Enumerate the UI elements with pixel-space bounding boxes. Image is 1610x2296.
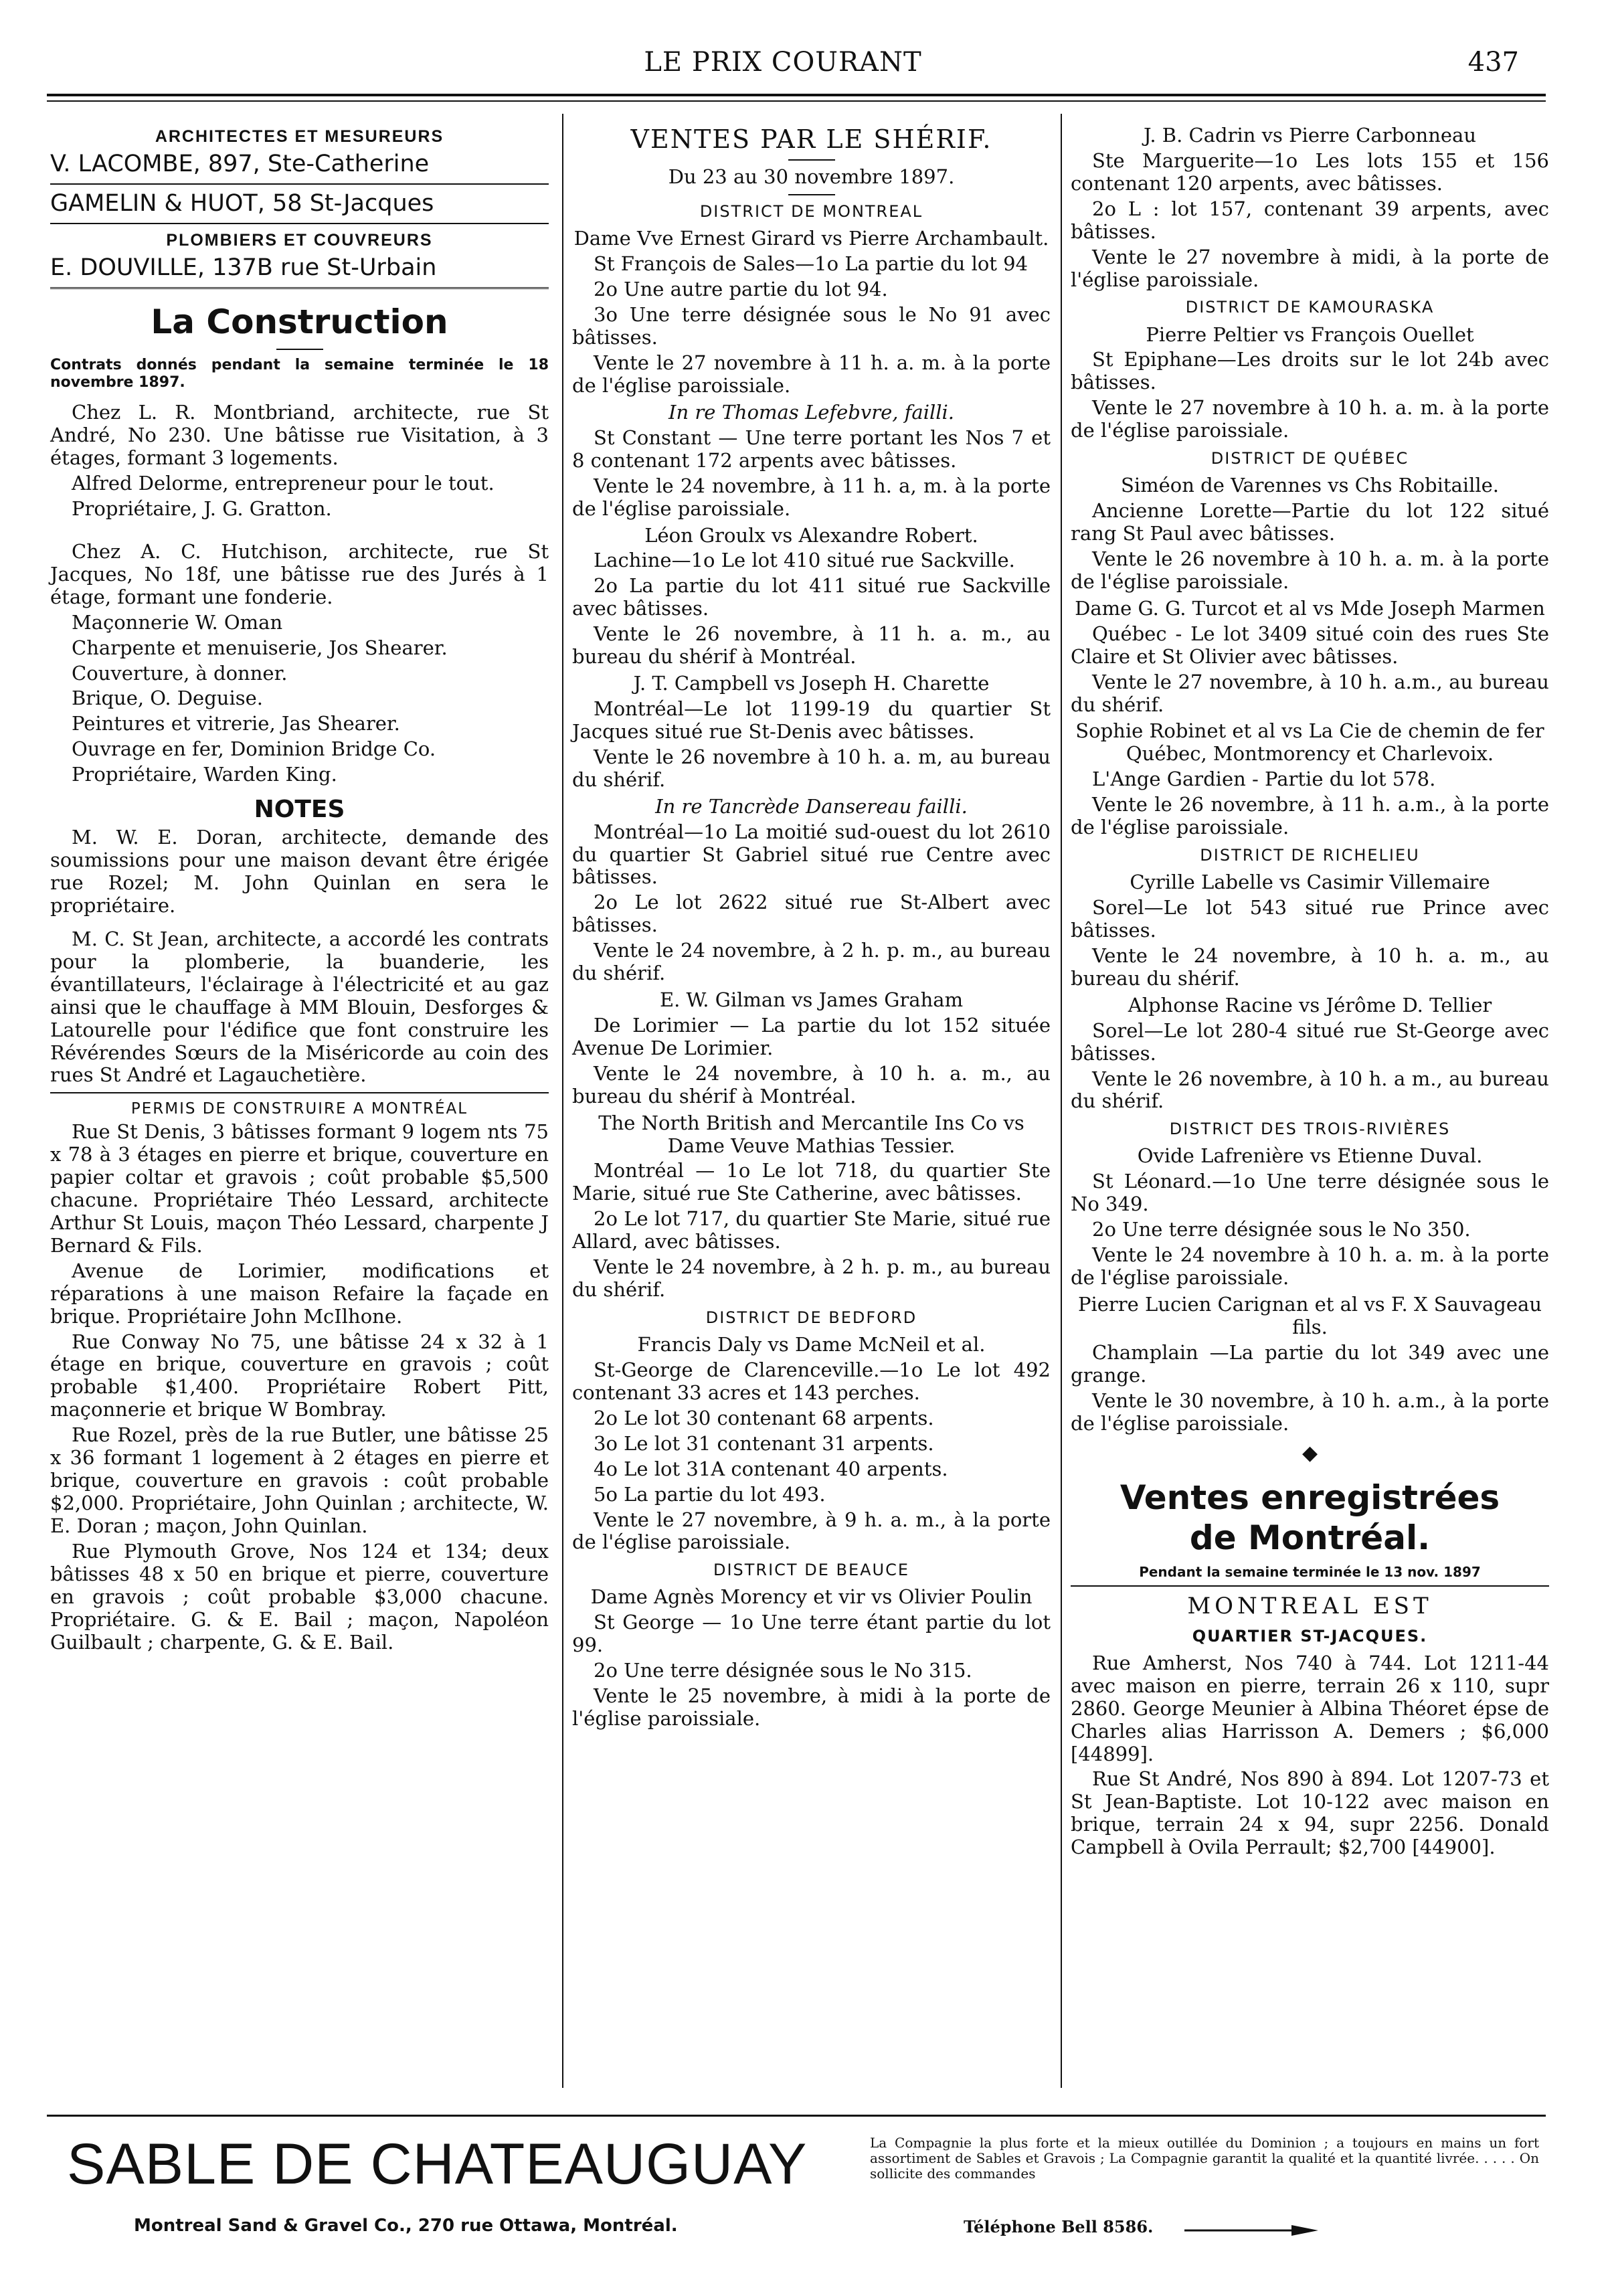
section-title-ventes-enregistrees: Ventes enregistrées: [1120, 1478, 1500, 1517]
divider: [50, 1092, 549, 1093]
ad-address: Montreal Sand & Gravel Co., 270 rue Ottawa, Montréal.: [134, 2216, 678, 2236]
column-3: [1071, 120, 1549, 1862]
pendant-note: Pendant la semaine terminée le 13 nov. 1897: [1139, 1563, 1481, 1580]
divider: [50, 183, 549, 185]
case-title: The North British and Mercantile Ins Co vs Dame Veuve Mathias Tessier.: [598, 1111, 1024, 1157]
paragraph: 2o Le lot 2622 situé rue St-Albert avec bâtisses.: [572, 891, 1051, 937]
directory-entry: V. LACOMBE, 897, Ste-Catherine: [50, 151, 430, 178]
heading-quartier: QUARTIER ST-JACQUES.: [1192, 1626, 1428, 1646]
paragraph: Propriétaire, J. G. Gratton.: [72, 497, 332, 520]
paragraph: St Léonard.—1o Une terre désignée sous le No 349.: [1071, 1170, 1549, 1216]
section-title-ventes-sherif: VENTES PAR LE SHÉRIF.: [630, 124, 992, 154]
page-header: [47, 47, 1519, 94]
paragraph: Vente le 24 novembre à 10 h. a. m. à la porte de l'église paroissiale.: [1071, 1243, 1549, 1290]
paragraph: 2o Le lot 717, du quartier Ste Marie, situé rue Allard, avec bâtisses.: [572, 1207, 1051, 1253]
case-title: J. T. Campbell vs Joseph H. Charette: [633, 672, 990, 695]
case-title: Léon Groulx vs Alexandre Robert.: [644, 523, 978, 547]
paragraph: Maçonnerie W. Oman: [72, 610, 283, 634]
paragraph: Vente le 27 novembre, à 10 h. a.m., au bureau du shérif.: [1071, 670, 1549, 716]
heading-plombiers: PLOMBIERS ET COUVREURS: [166, 231, 433, 250]
district-heading: DISTRICT DE QUÉBEC: [1211, 449, 1409, 468]
header-rule-thin: [47, 100, 1546, 102]
paragraph: Rue Plymouth Grove, Nos 124 et 134; deux bâtisses 48 x 50 en brique et pierre, couverture en gravois ; coût probable $3,000 chacune. Propriétaire. G. & E. Bail ; maçon, Napoléon Guilbault ; charpente, G. & E. Bail.: [50, 1539, 549, 1654]
section-title-notes: NOTES: [254, 796, 345, 824]
case-title: Pierre Peltier vs François Ouellet: [1146, 323, 1474, 346]
district-heading: DISTRICT DE RICHELIEU: [1200, 846, 1420, 865]
district-heading: DISTRICT DE MONTREAL: [699, 202, 923, 222]
paragraph: 2o Une autre partie du lot 94.: [594, 278, 888, 301]
paragraph: Rue Amherst, Nos 740 à 744. Lot 1211-44 avec maison en pierre, terrain 26 x 110, supr 2860. George Meunier à Albina Théoret épse de Charles alias Harrisson A. Demers ; $6,000 [44899].: [1071, 1651, 1549, 1765]
paragraph: Québec - Le lot 3409 situé coin des rues Ste Claire et St Olivier avec bâtisses.: [1071, 622, 1549, 668]
paragraph: Rue St André, Nos 890 à 894. Lot 1207-73 et St Jean-Baptiste. Lot 10-122 avec maison en brique, terrain 24 x 94, supr 2256. Donald Campbell à Ovila Perrault; $2,700 [44900].: [1071, 1767, 1549, 1859]
paragraph: Vente le 27 novembre à 11 h. a. m. à la porte de l'église paroissiale.: [572, 351, 1051, 397]
paragraph: Peintures et vitrerie, Jas Shearer.: [72, 712, 400, 735]
case-title: Ovide Lafrenière vs Etienne Duval.: [1137, 1144, 1483, 1168]
divider: [50, 287, 549, 290]
district-heading: DISTRICT DE BEDFORD: [705, 1308, 917, 1328]
paragraph: Montréal—1o La moitié sud-ouest du lot 2610 du quartier St Gabriel situé rue Centre avec bâtisses.: [572, 820, 1051, 889]
paragraph: M. W. E. Doran, architecte, demande des soumissions pour une maison devant être érigée rue Rozel; M. John Quinlan en sera le propriétaire.: [50, 826, 549, 917]
paragraph: Vente le 27 novembre à 10 h. a. m. à la porte de l'église paroissiale.: [1071, 396, 1549, 442]
paragraph: Ouvrage en fer, Dominion Bridge Co.: [72, 737, 436, 761]
heading-montreal-est: MONTREAL EST: [1187, 1592, 1433, 1619]
paragraph: 2o L : lot 157, contenant 39 arpents, avec bâtisses.: [1071, 197, 1549, 243]
paragraph: Vente le 24 novembre, à 2 h. p. m., au bureau du shérif.: [572, 1255, 1051, 1302]
paragraph: Vente le 25 novembre, à midi à la porte de l'église paroissiale.: [572, 1684, 1051, 1731]
paragraph: 2o Le lot 30 contenant 68 arpents.: [594, 1406, 934, 1429]
directory-entry: E. DOUVILLE, 137B rue St-Urbain: [50, 254, 437, 282]
paragraph: Vente le 30 novembre, à 10 h. a.m., à la porte de l'église paroissiale.: [1071, 1389, 1549, 1435]
paragraph: Chez L. R. Montbriand, architecte, rue St André, No 230. Une bâtisse rue Visitation, à 3 étages, formant 3 logements.: [50, 401, 549, 470]
district-heading: DISTRICT DE BEAUCE: [713, 1561, 910, 1580]
ad-brand: SABLE DE CHATEAUGUAY: [67, 2132, 808, 2196]
footer-rule: [47, 2115, 1546, 2117]
paragraph: St Constant — Une terre portant les Nos 7 et 8 contenant 172 arpents avec bâtisses.: [572, 426, 1051, 472]
paragraph: St George — 1o Une terre étant partie du lot 99.: [572, 1611, 1051, 1657]
ornament: ◆: [1302, 1441, 1318, 1466]
divider: [50, 223, 549, 224]
column-rule-2: [1061, 114, 1062, 2088]
case-title: Francis Daly vs Dame McNeil et al.: [637, 1333, 986, 1356]
case-title: E. W. Gilman vs James Graham: [659, 988, 964, 1012]
district-heading: DISTRICT DES TROIS-RIVIÈRES: [1169, 1120, 1451, 1139]
paragraph: Montréal — 1o Le lot 718, du quartier Ste Marie, situé rue Ste Catherine, avec bâtisses.: [572, 1159, 1051, 1205]
paragraph: 2o Une terre désignée sous le No 315.: [594, 1659, 972, 1682]
pointing-hand-icon: [1184, 2225, 1318, 2236]
header-rule: [47, 94, 1546, 96]
page-title: LE PRIX COURANT: [644, 47, 922, 78]
paragraph: 2o La partie du lot 411 situé rue Sackville avec bâtisses.: [572, 574, 1051, 620]
section-title-construction: La Construction: [151, 302, 448, 342]
page-number: 437: [1467, 47, 1519, 78]
paragraph: Rue St Denis, 3 bâtisses formant 9 logem nts 75 x 78 à 3 étages en pierre et brique, couverture en papier coltar et gravois ; coût probable $5,500 chacune. Propriétaire Théo Lessard, architecte Arthur St Louis, maçon Théo Lessard, charpente J Bernard & Fils.: [50, 1120, 549, 1257]
paragraph: 5o La partie du lot 493.: [594, 1482, 826, 1506]
paragraph: Vente le 26 novembre, à 11 h. a.m., à la porte de l'église paroissiale.: [1071, 793, 1549, 839]
paragraph: Vente le 24 novembre, à 10 h. a. m., au bureau du shérif à Montréal.: [572, 1061, 1051, 1108]
paragraph: De Lorimier — La partie du lot 152 située Avenue De Lorimier.: [572, 1013, 1051, 1059]
paragraph: Propriétaire, Warden King.: [72, 763, 337, 786]
case-title: Dame Vve Ernest Girard vs Pierre Archambault.: [573, 227, 1049, 250]
paragraph: Vente le 24 novembre, à 10 h. a. m., au bureau du shérif.: [1071, 944, 1549, 990]
case-title: [572, 402, 1051, 424]
case-title: Sophie Robinet et al vs La Cie de chemin de fer Québec, Montmorency et Charlevoix.: [1075, 719, 1544, 766]
paragraph: Vente le 24 novembre, à 2 h. p. m., au bureau du shérif.: [572, 939, 1051, 985]
paragraph: M. C. St Jean, architecte, a accordé les contrats pour la plomberie, la buanderie, les évantillateurs, l'éclairage à l'électricité et au gaz ainsi que le chauffage à MM Blouin, Desforges & Latourelle pour l'édifice que font construire les Révérendes Sœurs de la Miséricorde au coin des rues St André et Lagauchetière.: [50, 927, 549, 1087]
paragraph: Couverture, à donner.: [72, 661, 288, 685]
paragraph: St-George de Clarenceville.—1o Le lot 492 contenant 33 acres et 143 perches.: [572, 1358, 1051, 1404]
paragraph: Vente le 24 novembre, à 11 h. a, m. à la porte de l'église paroissiale.: [572, 474, 1051, 520]
contrats-note: Contrats donnés pendant la semaine terminée le 18 novembre 1897.: [50, 356, 549, 391]
case-title: J. B. Cadrin vs Pierre Carbonneau: [1143, 124, 1477, 147]
paragraph: Chez A. C. Hutchison, architecte, rue St Jacques, No 18f, une bâtisse rue des Jurés à 1 étage, formant une fonderie.: [50, 539, 549, 608]
dates: Du 23 au 30 novembre 1897.: [668, 165, 955, 189]
paragraph: Ste Marguerite—1o Les lots 155 et 156 contenant 120 arpents, avec bâtisses.: [1071, 149, 1549, 195]
district-heading: DISTRICT DE KAMOURASKA: [1185, 298, 1435, 317]
paragraph: Rue Rozel, près de la rue Butler, une bâtisse 25 x 36 formant 1 logement à 2 étages en pierre et brique, couverture en gravois : coût probable $2,000. Propriétaire, John Quinlan ; architecte, W. E. Doran ; maçon, John Quinlan.: [50, 1423, 549, 1537]
case-title: Alphonse Racine vs Jérôme D. Tellier: [1128, 993, 1492, 1017]
short-divider: [276, 349, 323, 350]
advertisement: [47, 2131, 1546, 2252]
paragraph: 2o Une terre désignée sous le No 350.: [1092, 1218, 1471, 1241]
paragraph: Ancienne Lorette—Partie du lot 122 situé rang St Paul avec bâtisses.: [1071, 499, 1549, 545]
section-subtitle-ventes-enregistrees: de Montréal.: [1189, 1518, 1431, 1557]
paragraph: Sorel—Le lot 543 situé rue Prince avec bâtisses.: [1071, 896, 1549, 942]
short-divider: [788, 194, 835, 195]
paragraph: Sorel—Le lot 280-4 situé rue St-George avec bâtisses.: [1071, 1019, 1549, 1065]
short-divider: [788, 159, 835, 161]
paragraph: 3o Le lot 31 contenant 31 arpents.: [594, 1431, 934, 1455]
paragraph: 4o Le lot 31A contenant 40 arpents.: [594, 1457, 948, 1480]
column-rule-1: [562, 114, 563, 2088]
directory-entry: GAMELIN & HUOT, 58 St-Jacques: [50, 190, 434, 217]
case-title: Pierre Lucien Carignan et al vs F. X Sauvageau fils.: [1077, 1292, 1542, 1338]
paragraph: Vente le 26 novembre, à 11 h. a. m., au bureau du shérif à Montréal.: [572, 622, 1051, 669]
column-2: [572, 120, 1051, 1733]
paragraph: Avenue de Lorimier, modifications et réparations à une maison Refaire la façade en brique. Propriétaire John McIlhone.: [50, 1259, 549, 1328]
paragraph: Montréal—Le lot 1199-19 du quartier St Jacques situé rue St-Denis avec bâtisses.: [572, 697, 1051, 743]
paragraph: Lachine—1o Le lot 410 situé rue Sackville.: [594, 549, 1015, 572]
ad-telephone: Téléphone Bell 8586.: [964, 2217, 1154, 2236]
paragraph: Charpente et menuiserie, Jos Shearer.: [72, 636, 448, 659]
paragraph: St François de Sales—1o La partie du lot 94: [594, 252, 1028, 276]
ad-description: La Compagnie la plus forte et la mieux outillée du Dominion ; a toujours en mains un fort assortiment de Sables et Gravois ; La Compagnie garantit la qualité et la quantité livrée. . . . . On sollicite des commandes: [870, 2135, 1539, 2182]
heading-architectes: ARCHITECTES ET MESUREURS: [155, 127, 444, 146]
paragraph: Brique, O. Deguise.: [72, 687, 263, 710]
paragraph: 3o Une terre désignée sous le No 91 avec bâtisses.: [572, 303, 1051, 349]
case-title-text: In re Thomas Lefebvre, failli.: [668, 400, 955, 424]
paragraph: Rue Conway No 75, une bâtisse 24 x 32 à 1 étage en brique, couverture en gravois ; coût probable $1,400. Propriétaire Robert Pitt, maçonnerie et brique W Bombray.: [50, 1330, 549, 1421]
case-title: Dame G. G. Turcot et al vs Mde Joseph Marmen: [1075, 596, 1545, 620]
case-title-text: In re Tancrède Dansereau failli.: [655, 794, 968, 818]
paragraph: Vente le 26 novembre à 10 h. a. m. à la porte de l'église paroissiale.: [1071, 547, 1549, 593]
paragraph: Champlain —La partie du lot 349 avec une grange.: [1071, 1340, 1549, 1387]
paragraph: Vente le 26 novembre à 10 h. a. m, au bureau du shérif.: [572, 745, 1051, 791]
case-title: [572, 796, 1051, 818]
paragraph: Vente le 26 novembre, à 10 h. a m., au bureau du shérif.: [1071, 1067, 1549, 1113]
paragraph: L'Ange Gardien - Partie du lot 578.: [1092, 768, 1436, 791]
paragraph: Alfred Delorme, entrepreneur pour le tout.: [72, 472, 495, 495]
paragraph: St Epiphane—Les droits sur le lot 24b avec bâtisses.: [1071, 348, 1549, 394]
paragraph: Vente le 27 novembre à midi, à la porte de l'église paroissiale.: [1071, 245, 1549, 291]
case-title: Dame Agnès Morency et vir vs Olivier Poulin: [590, 1585, 1033, 1609]
case-title: Cyrille Labelle vs Casimir Villemaire: [1130, 871, 1490, 894]
paragraph: Vente le 27 novembre, à 9 h. a. m., à la porte de l'église paroissiale.: [572, 1508, 1051, 1554]
divider: [1071, 1585, 1549, 1587]
case-title: Siméon de Varennes vs Chs Robitaille.: [1120, 474, 1500, 497]
column-1: [50, 120, 549, 1656]
heading-permis: PERMIS DE CONSTRUIRE A MONTRÉAL: [130, 1100, 468, 1118]
